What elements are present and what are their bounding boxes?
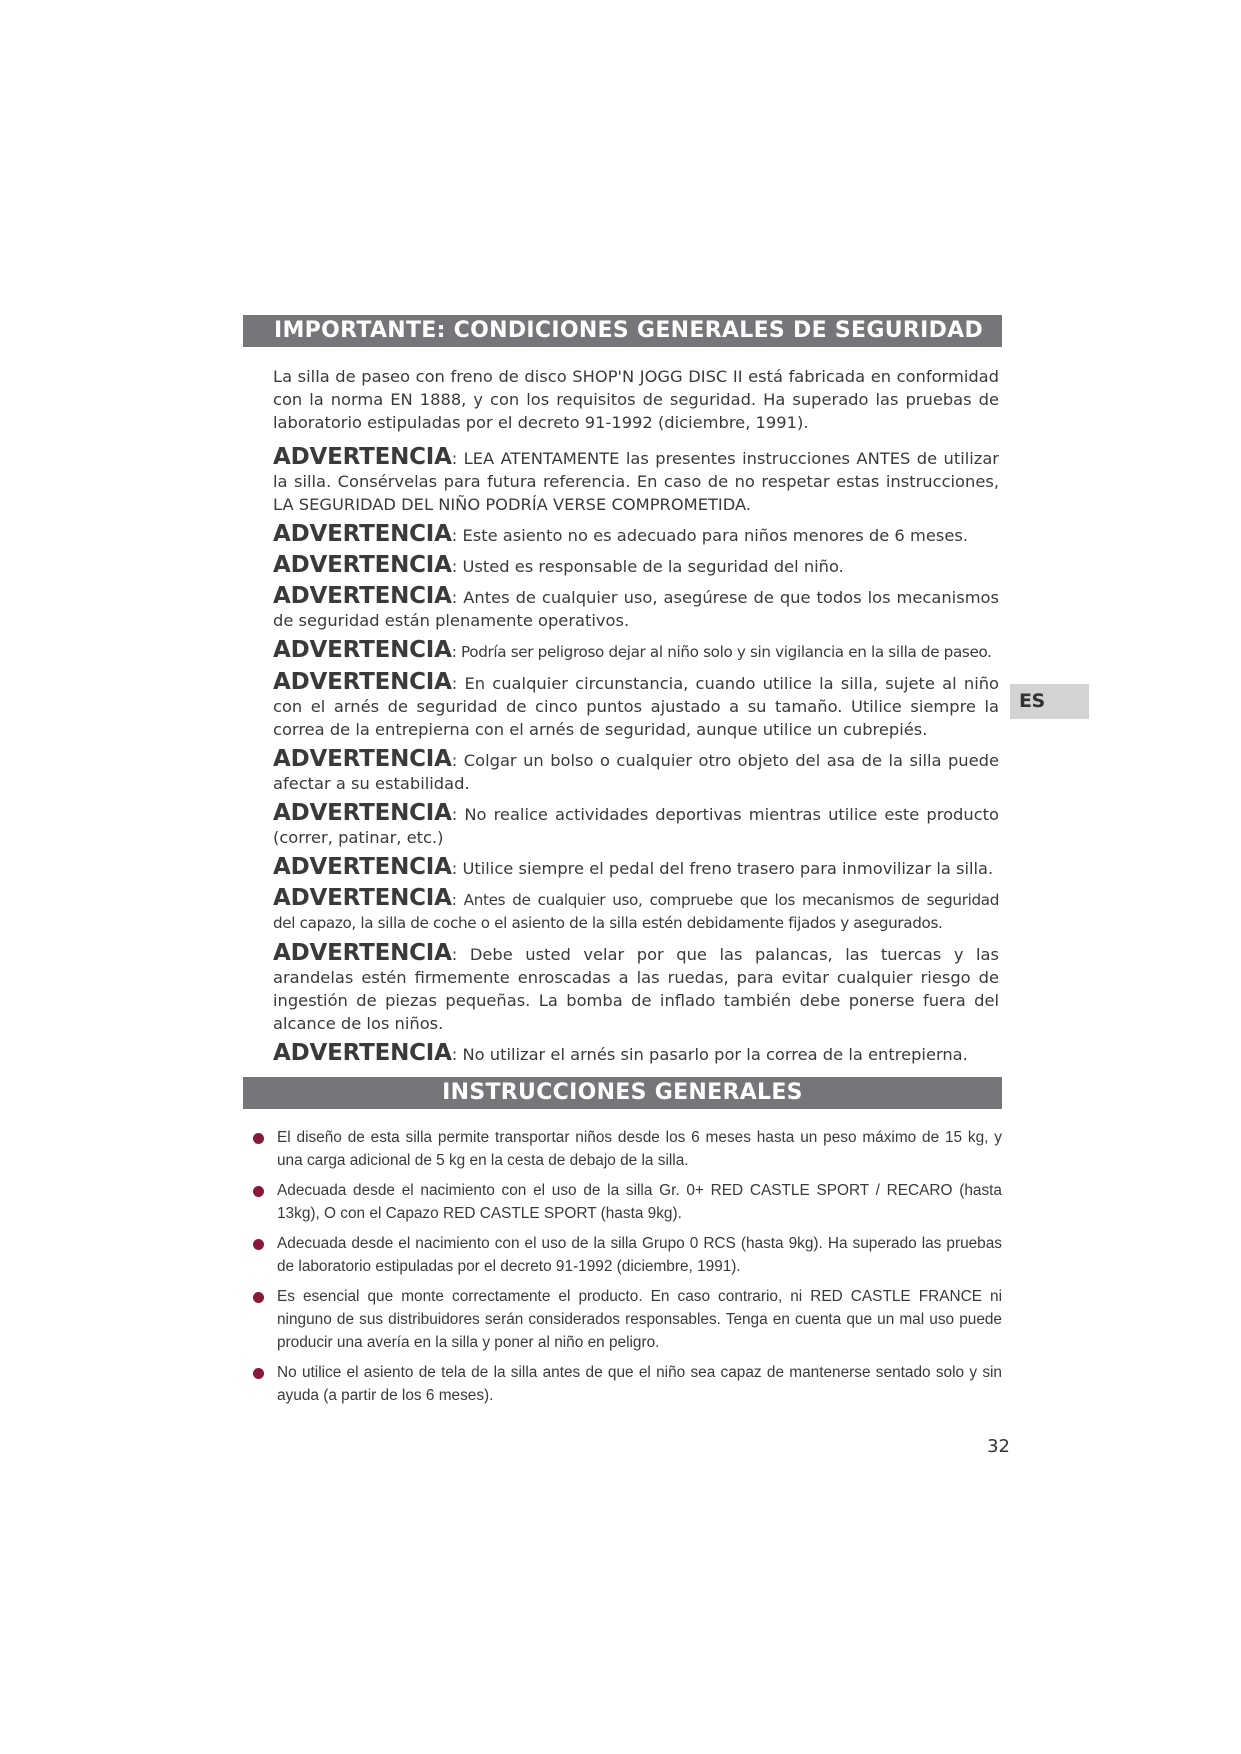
warning-text: : LEA ATENTAMENTE las presentes instrucciones ANTES de utilizar la silla. Consérvelas para futura referencia. En caso de no respetar estas instrucciones, LA SEGURIDAD DEL NIÑO PODRÍA VERSE COMPROMETIDA. [273, 449, 999, 514]
warning-item [273, 748, 999, 795]
warning-label: ADVERTENCIA [273, 637, 452, 663]
warnings-list [273, 446, 999, 1073]
list-item-text: El diseño de esta silla permite transportar niños desde los 6 meses hasta un peso máximo de 15 kg, y una carga adicional de 5 kg en la cesta de debajo de la silla. [277, 1129, 1002, 1169]
list-item [252, 1232, 1002, 1278]
warning-text: : No utilizar el arnés sin pasarlo por la correa de la entrepierna. [451, 1045, 968, 1064]
warning-text: : Este asiento no es adecuado para niños menores de 6 meses. [451, 526, 969, 545]
warning-item [273, 554, 999, 578]
warning-label: ADVERTENCIA [273, 746, 452, 772]
warning-item [273, 446, 999, 516]
language-tab: ES [1010, 684, 1089, 719]
warning-label: ADVERTENCIA [273, 940, 452, 966]
warning-label: ADVERTENCIA [273, 669, 452, 695]
bullet-dot-icon [253, 1133, 264, 1144]
list-item [252, 1285, 1002, 1354]
bullet-dot-icon [253, 1186, 264, 1197]
bullet-dot-icon [253, 1292, 264, 1303]
safety-section-title: IMPORTANTE: CONDICIONES GENERALES DE SEGURIDAD [243, 315, 1002, 347]
warning-label: ADVERTENCIA [273, 521, 452, 547]
general-instructions-list [252, 1126, 1002, 1414]
page-number: 32 [987, 1436, 1010, 1457]
warning-text: : Usted es responsable de la seguridad del niño. [451, 557, 844, 576]
list-item-text: No utilice el asiento de tela de la silla antes de que el niño sea capaz de mantenerse sentado solo y sin ayuda (a partir de los 6 meses). [277, 1364, 1002, 1404]
list-item [252, 1361, 1002, 1407]
warning-label: ADVERTENCIA [273, 885, 452, 911]
warning-item [273, 802, 999, 849]
intro-paragraph: La silla de paseo con freno de disco SHOP'N JOGG DISC II está fabricada en conformidad con la norma EN 1888, y con los requisitos de seguridad. Ha superado las pruebas de laboratorio estipuladas por el decreto 91-1992 (diciembre, 1991). [273, 367, 999, 432]
warning-text: : En cualquier circunstancia, cuando utilice la silla, sujete al niño con el arnés de seguridad de cinco puntos ajustado a su tamaño. Utilice siempre la correa de la entrepierna con el arnés de seguridad, aunque utilice un cubrepiés. [273, 674, 999, 739]
warning-text: : Antes de cualquier uso, compruebe que los mecanismos de seguridad del capazo, la silla de coche o el asiento de la silla estén debidamente fijados y asegurados. [273, 891, 999, 932]
general-section-title: INSTRUCCIONES GENERALES [243, 1077, 1002, 1109]
warning-item [273, 942, 999, 1035]
list-item [252, 1126, 1002, 1172]
warning-item [273, 1042, 999, 1066]
warning-item [273, 639, 999, 664]
warning-label: ADVERTENCIA [273, 800, 452, 826]
warning-label: ADVERTENCIA [273, 854, 452, 880]
warning-label: ADVERTENCIA [273, 1040, 452, 1066]
list-item-text: Adecuada desde el nacimiento con el uso de la silla Gr. 0+ RED CASTLE SPORT / RECARO (hasta 13kg), O con el Capazo RED CASTLE SPORT (hasta 9kg). [277, 1182, 1002, 1222]
warning-label: ADVERTENCIA [273, 583, 452, 609]
warning-item [273, 523, 999, 547]
warning-item [273, 671, 999, 741]
bullet-dot-icon [253, 1239, 264, 1250]
warning-item [273, 585, 999, 632]
warning-item [273, 856, 999, 880]
warning-text: : Debe usted velar por que las palancas, las tuercas y las arandelas estén firmemente enroscadas a las ruedas, para evitar cualquier riesgo de ingestión de piezas pequeñas. La bomba de inflado también debe ponerse fuera del alcance de los niños. [273, 945, 999, 1033]
warning-label: ADVERTENCIA [273, 444, 452, 470]
warning-text: : Podría ser peligroso dejar al niño solo y sin vigilancia en la silla de paseo. [451, 643, 992, 661]
warning-text: : Antes de cualquier uso, asegúrese de que todos los mecanismos de seguridad están plenamente operativos. [273, 588, 999, 630]
warning-text: : Utilice siempre el pedal del freno trasero para inmovilizar la silla. [451, 859, 994, 878]
warning-text: : No realice actividades deportivas mientras utilice este producto (correr, patinar, etc.) [273, 805, 999, 847]
list-item-text: Adecuada desde el nacimiento con el uso de la silla Grupo 0 RCS (hasta 9kg). Ha superado las pruebas de laboratorio estipuladas por el decreto 91-1992 (diciembre, 1991). [277, 1235, 1002, 1275]
list-item [252, 1179, 1002, 1225]
warning-label: ADVERTENCIA [273, 552, 452, 578]
list-item-text: Es esencial que monte correctamente el producto. En caso contrario, ni RED CASTLE FRANCE ni ninguno de sus distribuidores serán considerados responsables. Tenga en cuenta que un mal uso puede producir una avería en la silla y poner al niño en peligro. [277, 1288, 1002, 1351]
bullet-dot-icon [253, 1368, 264, 1379]
warning-text: : Colgar un bolso o cualquier otro objeto del asa de la silla puede afectar a su estabilidad. [273, 751, 999, 793]
warning-item [273, 887, 999, 935]
